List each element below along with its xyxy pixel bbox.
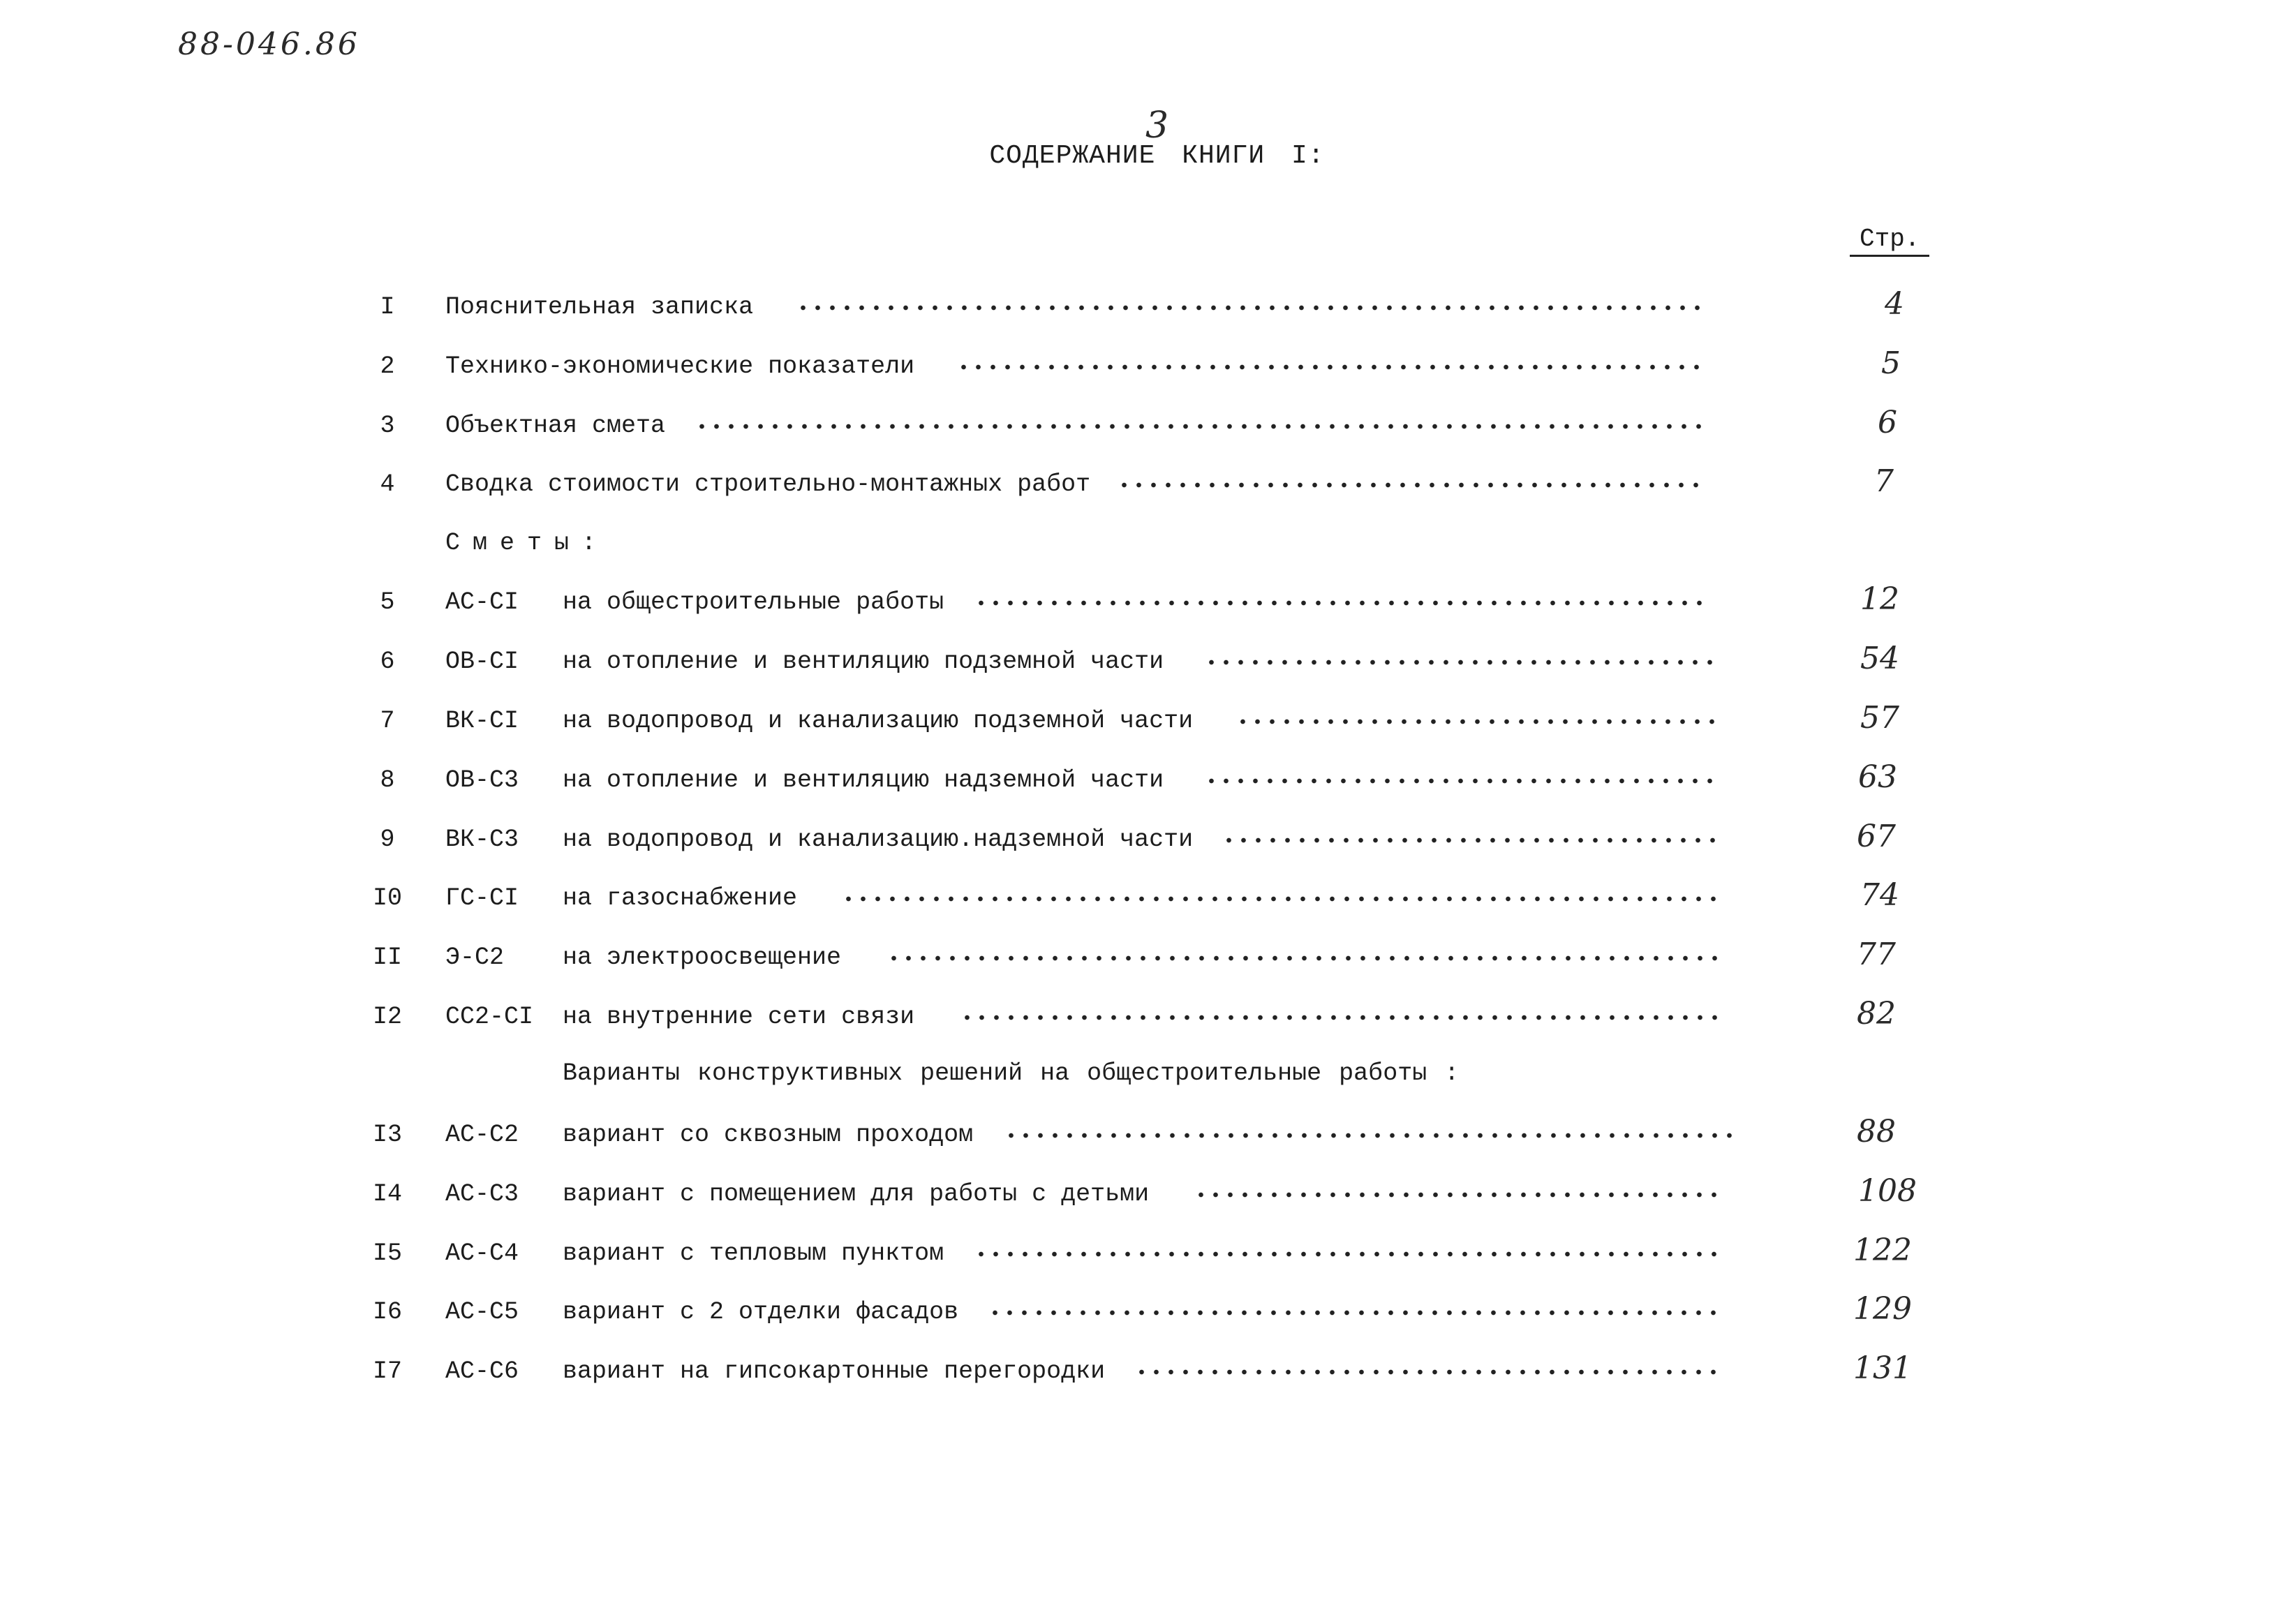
dot-leader xyxy=(796,304,1703,311)
page-title: СОДЕРЖАНИЕ КНИГИ I: xyxy=(989,141,1325,171)
entry-text: Объектная смета xyxy=(445,412,666,440)
entry-page: 129 xyxy=(1853,1291,1912,1327)
toc-row-2 xyxy=(0,345,2293,387)
entry-text: на внутренние сети связи xyxy=(563,1003,915,1031)
toc-row-10 xyxy=(0,877,2293,919)
entry-number: I2 xyxy=(372,1003,402,1031)
entry-page: 4 xyxy=(1885,286,1904,322)
entry-number: I3 xyxy=(372,1121,402,1149)
entry-text: Пояснительная записка xyxy=(445,293,754,321)
toc-row-4 xyxy=(0,463,2293,505)
toc-row-16 xyxy=(0,1291,2293,1333)
entry-code: ГС-СI xyxy=(445,884,519,912)
entry-code: Э-С2 xyxy=(445,944,505,971)
entry-text: на водопровод и канализацию.надземной части xyxy=(563,826,1194,854)
toc-row-3 xyxy=(0,405,2293,447)
section-heading-variants: Варианты конструктивных решений на общестроительные работы : xyxy=(563,1059,1460,1087)
dot-leader xyxy=(1222,837,1717,844)
entry-page: 67 xyxy=(1857,819,1896,854)
toc-row-17 xyxy=(0,1350,2293,1392)
entry-page: 12 xyxy=(1860,581,1899,617)
dot-leader xyxy=(956,364,1703,371)
entry-number: 9 xyxy=(380,826,395,854)
entry-code: ОВ-СI xyxy=(445,648,519,676)
dot-leader xyxy=(1134,1369,1717,1376)
entry-code: ОВ-С3 xyxy=(445,766,519,794)
entry-page: 74 xyxy=(1860,877,1899,913)
entry-number: 8 xyxy=(380,766,395,794)
dot-leader xyxy=(974,1251,1717,1258)
entry-code: АС-СI xyxy=(445,588,519,616)
page-column-header: Стр. xyxy=(1850,225,1929,257)
dot-leader xyxy=(1004,1132,1733,1139)
entry-text: на отопление и вентиляцию надземной части xyxy=(563,766,1164,794)
entry-page: 57 xyxy=(1860,700,1899,736)
dot-leader xyxy=(841,895,1717,902)
dot-leader xyxy=(960,1014,1717,1021)
toc-row-8 xyxy=(0,759,2293,801)
toc-row-12 xyxy=(0,996,2293,1038)
toc-row-7 xyxy=(0,700,2293,742)
entry-code: АС-С3 xyxy=(445,1180,519,1208)
dot-leader xyxy=(886,955,1717,962)
document-code: 88-046.86 xyxy=(178,27,360,62)
entry-code: АС-С5 xyxy=(445,1298,519,1326)
entry-number: 4 xyxy=(380,470,395,498)
entry-text: на отопление и вентиляцию подземной части xyxy=(563,648,1164,676)
entry-number: 3 xyxy=(380,412,395,440)
toc-row-6 xyxy=(0,641,2293,683)
page-number: 3 xyxy=(1145,105,1169,147)
toc-row-14 xyxy=(0,1173,2293,1215)
entry-code: ВК-С3 xyxy=(445,826,519,854)
entry-text: на водопровод и канализацию подземной части xyxy=(563,707,1194,735)
entry-text: на общестроительные работы xyxy=(563,588,944,616)
entry-text: Сводка стоимости строительно-монтажных работ xyxy=(445,470,1091,498)
entry-page: 7 xyxy=(1874,463,1894,499)
toc-row-1 xyxy=(0,286,2293,328)
entry-text: вариант на гипсокартонные перегородки xyxy=(563,1357,1106,1385)
entry-number: II xyxy=(372,944,402,971)
section-heading-estimates: Сметы: xyxy=(445,529,609,557)
entry-text: на газоснабжение xyxy=(563,884,798,912)
entry-page: 108 xyxy=(1858,1173,1917,1209)
entry-page: 82 xyxy=(1857,996,1896,1031)
dot-leader xyxy=(1194,1191,1717,1198)
entry-code: АС-С6 xyxy=(445,1357,519,1385)
dot-leader xyxy=(1204,777,1717,784)
entry-page: 63 xyxy=(1858,759,1897,795)
entry-text: Технико-экономические показатели xyxy=(445,352,915,380)
entry-code: АС-С4 xyxy=(445,1239,519,1267)
entry-page: 5 xyxy=(1881,345,1901,381)
entry-text: на электроосвещение xyxy=(563,944,842,971)
entry-number: I5 xyxy=(372,1239,402,1267)
toc-row-9 xyxy=(0,819,2293,861)
entry-page: 54 xyxy=(1860,641,1899,676)
entry-page: 122 xyxy=(1853,1232,1912,1268)
dot-leader xyxy=(1204,659,1717,666)
entry-number: 6 xyxy=(380,648,395,676)
entry-code: АС-С2 xyxy=(445,1121,519,1149)
entry-page: 77 xyxy=(1857,937,1896,972)
entry-page: 88 xyxy=(1857,1114,1896,1149)
entry-text: вариант с тепловым пунктом xyxy=(563,1239,944,1267)
entry-number: I6 xyxy=(372,1298,402,1326)
entry-number: I0 xyxy=(372,884,402,912)
toc-row-5 xyxy=(0,581,2293,623)
dot-leader xyxy=(695,423,1703,430)
entry-page: 131 xyxy=(1853,1350,1912,1386)
entry-text: вариант с помещением для работы с детьми xyxy=(563,1180,1150,1208)
entry-number: 2 xyxy=(380,352,395,380)
entry-text: вариант с 2 отделки фасадов xyxy=(563,1298,959,1326)
entry-number: I4 xyxy=(372,1180,402,1208)
dot-leader xyxy=(974,599,1703,606)
dot-leader xyxy=(988,1309,1717,1316)
entry-code: ВК-СI xyxy=(445,707,519,735)
dot-leader xyxy=(1117,482,1703,489)
toc-row-13 xyxy=(0,1114,2293,1156)
dot-leader xyxy=(1235,718,1717,725)
entry-number: I xyxy=(380,293,395,321)
toc-row-15 xyxy=(0,1232,2293,1274)
entry-text: вариант со сквозным проходом xyxy=(563,1121,974,1149)
entry-number: 5 xyxy=(380,588,395,616)
toc-row-11 xyxy=(0,937,2293,978)
entry-number: I7 xyxy=(372,1357,402,1385)
entry-code: СС2-СI xyxy=(445,1003,534,1031)
entry-number: 7 xyxy=(380,707,395,735)
entry-page: 6 xyxy=(1878,405,1897,440)
